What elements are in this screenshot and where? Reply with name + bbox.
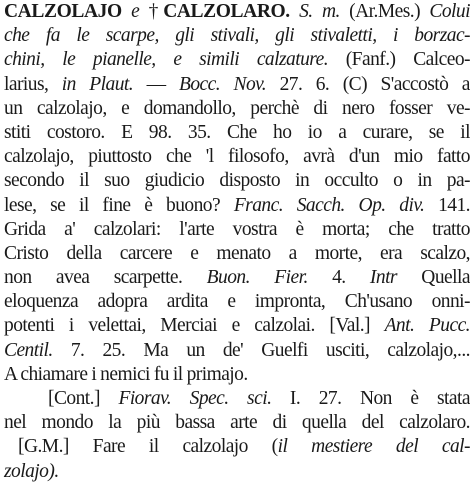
entry-line-6: stiti costoro. E 98. 35. Che ho io a curare, se il	[4, 121, 470, 143]
entry-line-18: nel mondo la più bassa arte di quella del calzolaro.	[4, 412, 470, 434]
entry-line-8: secondo il suo giudicio disposto in occulto o in pa-	[4, 170, 470, 192]
quote-buon-end: potenti i velettai, Merciai e calzolai. [Val.]	[4, 315, 370, 337]
headword-calzolajo: CALZOLAJO	[4, 1, 122, 22]
ref-pucc: Ant. Pucc.	[384, 315, 470, 337]
gloss-end: zolajo).	[4, 460, 59, 482]
ref-sacch: Franc. Sacch. Op. div.	[233, 194, 425, 216]
ref-plaut: in Plaut.	[61, 73, 134, 95]
dagger-mark: †	[148, 1, 164, 22]
definition-start: Colui	[429, 1, 470, 22]
source-cont: [Cont.]	[48, 388, 100, 409]
ref-centil: Centil.	[4, 339, 53, 361]
ref-buon: Buon. Fier.	[206, 267, 308, 289]
dash: —	[146, 73, 166, 95]
grammar-label: S. m.	[299, 1, 340, 22]
ref-sacch-num: 141.	[438, 194, 470, 216]
quote-fiorav-start: I. 27. Non è stata	[289, 388, 470, 409]
ref-intr: Intr	[369, 267, 397, 289]
entry-line-7: calzolajo, piuttosto che 'l filosofo, avrà d'un mio fatto	[4, 146, 470, 168]
entry-line-3	[4, 48, 470, 72]
quote-end: lese, se il fine è buono?	[4, 194, 221, 216]
entry-line-20	[4, 460, 470, 484]
entry-line-9	[4, 194, 470, 218]
quote-start: S'accostò a	[380, 73, 470, 95]
entry-line-19	[4, 435, 470, 459]
latin-start: Calceo-	[413, 49, 470, 71]
ref-buon-num: 4.	[332, 267, 346, 289]
entry-line-12	[4, 266, 470, 290]
ref-bocc-num: 27. 6.	[279, 73, 330, 95]
entry-line-1	[4, 0, 470, 24]
source-fanf: (Fanf.)	[345, 49, 396, 71]
entry-line-2	[4, 24, 470, 48]
source-c: (C)	[342, 73, 368, 95]
definition-end: chini, le pianelle, e simili calzature.	[4, 49, 329, 71]
entry-line-16: A chiamare i nemici fu il primajo.	[4, 363, 248, 385]
source-armes: (Ar.Mes.)	[349, 1, 421, 22]
entry-line-15	[4, 339, 470, 363]
conjunction: e	[131, 1, 140, 22]
entry-line-11: Cristo della carcere e menato a morte, era scalzo,	[4, 242, 470, 264]
entry-line-5: un calzolajo, e domandollo, perchè di nero fosser ve-	[4, 97, 470, 119]
entry-line-13: eloquenza adopra ardita e impronta, Ch'usano onni-	[4, 291, 470, 313]
source-gm: [G.M.] Fare il calzolajo (	[18, 436, 278, 458]
latin-end: larius,	[4, 73, 49, 95]
gloss-mestiere: il mestiere del cal-	[277, 436, 470, 458]
headword-calzolaro: CALZOLARO.	[163, 1, 290, 22]
entry-line-14	[4, 314, 470, 338]
dictionary-entry	[4, 0, 470, 482]
quote-buon-start: Quella	[421, 267, 470, 289]
quote-pucc: 7. 25. Ma un de' Guelfi usciti, calzolajo,...	[70, 339, 470, 361]
entry-line-10: Grida a' calzolari: l'arte vostra è morta; che tratto	[4, 218, 470, 240]
definition-cont: che fa le scarpe, gli stivali, gli stivaletti, i borzac-	[4, 25, 470, 47]
quote-sacch-end: non avea scarpette.	[4, 267, 183, 289]
entry-line-17	[4, 387, 470, 411]
ref-fiorav: Fiorav. Spec. sci.	[118, 388, 272, 409]
ref-bocc: Bocc. Nov.	[178, 73, 267, 95]
entry-line-4	[4, 73, 470, 97]
